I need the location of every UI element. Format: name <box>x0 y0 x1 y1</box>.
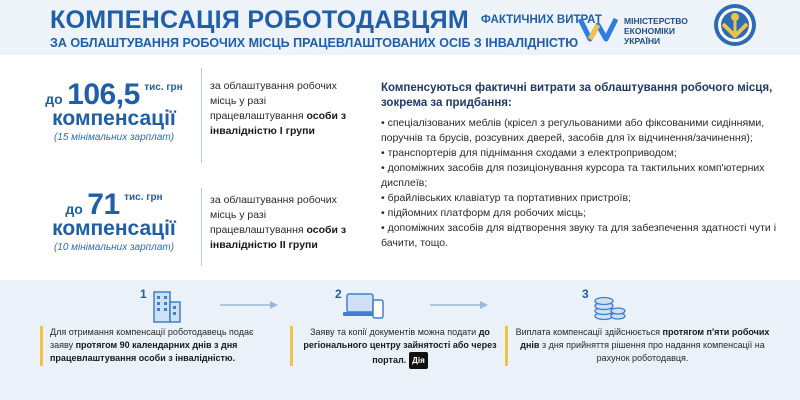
amount-unit: тис. грн <box>124 192 163 203</box>
accent-bar <box>290 326 293 366</box>
list-item: • допоміжних засобів для позиціонування курсора та тактильних комп'ютерних дисплеїв; <box>381 162 765 189</box>
ministry-logo-icon <box>578 15 618 43</box>
step-bold-text: протягом п'яти робочих днів <box>520 327 770 350</box>
step-text: Для отримання компенсації роботодавець подає заяву <box>50 327 254 350</box>
page-subtitle: ЗА ОБЛАШТУВАННЯ РОБОЧИХ МІСЦЬ ПРАЦЕВЛАШТОВАНИХ ОСІБ З ІНВАЛІДНІСТЮ <box>50 36 579 50</box>
diia-badge: Дія <box>409 352 428 369</box>
list-item: • транспортерів для піднімання сходами з електроприводом; <box>381 147 677 159</box>
expenses-heading: Компенсуються фактичні витрати за облаштування робочого місця, зокрема за придбання: <box>381 82 773 109</box>
divider-line <box>201 68 202 163</box>
arrow-right-icon <box>430 300 490 310</box>
list-item: • допоміжних засобів для відтворення звуку та для забезпечення здатності чути і бачити, тощо. <box>381 222 777 249</box>
step-text: Виплата компенсації здійснюється <box>515 327 663 337</box>
step-1-text <box>50 326 260 365</box>
amount-unit: тис. грн <box>144 82 183 93</box>
amount-value: 106,5 <box>67 78 140 111</box>
ministry-name <box>624 16 688 46</box>
accent-bar <box>505 326 508 366</box>
step-text-end: з дня прийняття рішення про надання компенсації на рахунок роботодавця. <box>539 340 765 363</box>
amount-word: компенсації <box>52 217 176 240</box>
expenses-list <box>381 116 781 251</box>
amount-value: 71 <box>87 188 120 221</box>
amount-note: (10 мінімальних зарплат) <box>53 242 175 253</box>
accent-bar <box>40 326 43 366</box>
amount-prefix: до <box>65 201 83 217</box>
compensation-description-1 <box>210 79 360 139</box>
title-main: КОМПЕНСАЦІЯ РОБОТОДАВЦЯМ <box>50 6 469 34</box>
step-text: Заяву та копії документів можна подати <box>310 327 479 337</box>
devices-icon <box>335 286 387 324</box>
step-3-text <box>515 326 770 365</box>
desc-bold-text: особи з інвалідністю I групи <box>210 110 347 137</box>
list-item: • підйомних платформ для робочих місць; <box>381 207 587 219</box>
list-item: • спеціалізованих меблів (крісел з регульованими або фіксованими сидіннями, поручнів та брусів, розсувних дверей, засобів для їх відчинення/зачинення); <box>381 117 765 144</box>
step-number: 2 <box>335 287 342 301</box>
divider-line <box>201 188 202 266</box>
desc-bold-text: особи з інвалідністю II групи <box>210 224 347 251</box>
step-bold-text: протягом 90 календарних днів з дня працевлаштування особи з інвалідністю. <box>50 340 238 363</box>
amount-word: компенсації <box>52 107 176 130</box>
compensation-amount-group-1 <box>30 78 198 143</box>
step-bold-text: до регіонального центру зайнятості або через портал. <box>303 327 497 365</box>
coins-icon <box>582 286 628 324</box>
compensation-description-2 <box>210 193 360 253</box>
ministry-line-1: МІНІСТЕРСТВО <box>624 16 688 26</box>
amount-prefix: до <box>45 91 63 107</box>
ministry-line-2: ЕКОНОМІКИ <box>624 26 675 36</box>
arrow-right-icon <box>220 300 280 310</box>
office-building-icon <box>140 286 184 324</box>
step-2-text <box>300 326 500 369</box>
page-title <box>50 6 602 35</box>
amount-note: (15 мінімальних зарплат) <box>53 132 175 143</box>
desc-text: за облаштування робочих місць у разі працевлаштування <box>210 80 337 122</box>
step-number: 1 <box>140 287 147 301</box>
compensation-amount-group-2 <box>30 188 198 253</box>
ministry-line-3: УКРАЇНИ <box>624 36 661 46</box>
title-suffix: ФАКТИЧНИХ ВИТРАТ <box>480 14 602 26</box>
step-number: 3 <box>582 287 589 301</box>
list-item: • брайлівських клавіатур та портативних пристроїв; <box>381 192 631 204</box>
employment-service-seal-icon <box>712 2 758 48</box>
desc-text: за облаштування робочих місць у разі працевлаштування <box>210 194 337 236</box>
